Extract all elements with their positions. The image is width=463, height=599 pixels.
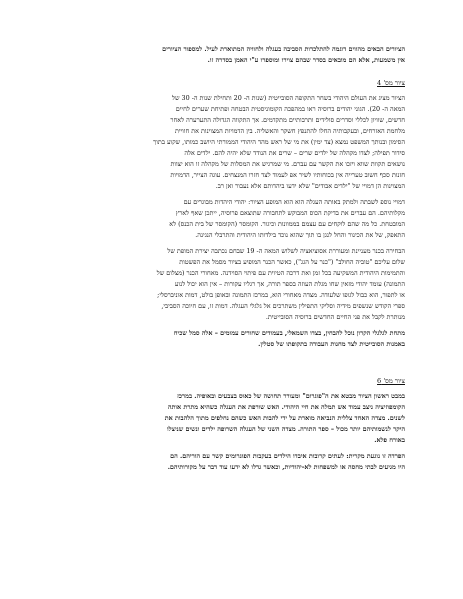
section-heading-6: ציור מס' 6: [377, 377, 405, 385]
text-line: הקומפוזיציה ניצב עמוד אש תמלה את חיי היהודי. האש שורפת את העגלה כשהיא מתרת אותה: [167, 403, 405, 411]
section-heading-4: ציור מס' 4: [377, 79, 405, 87]
text-line: חזנות סכף חשוב טערייה אין בכוחותיו לשיר אפ לעמוד לצד חזרו המנצחים. עוגה הצייר, הדמויות: [170, 171, 405, 179]
text-line: או לתפור, הוא כבול לגופו שלעודה. מצדה מאחורי הוא, במרכז התמונה ובאופן בולט, דמות אוניברסלי;: [157, 291, 405, 299]
text-line: המאה ה- 20). הגוני יהודים ברוסיה ראו במהפכה הקומוניסטית הבטחה ופתיחת שערים לחיים: [175, 105, 405, 113]
text-line: נושאים תקוות שווא ויזכו את הקשר עם עברם. מי שמרגיש את המסלות של מקהלה זו הוא יצוות: [170, 160, 405, 168]
text-line: המובטחת. כל מה שהם לוקחים עם עצמם בממוונות וכיגור. הקומסר (הקומסר של בית הכנס) לא: [169, 220, 405, 228]
text-line: לשנים. מצדה האחד צללית הנביאה מוארת על ידי להבות האש כשהם נחלפים מתוך הלהבות את: [164, 414, 405, 422]
text-line: דמויי נוספ לשבתה ולמתק באותה העגלה הוא הוא המופע הציור: יהודי היהדות מבוגרים עם: [183, 198, 405, 206]
text-line: שלום עליכם "טוביה החולב" ("כנר על הגג"), כאשר הכנר המופיע בציור מסמל את הפשטות: [179, 258, 405, 266]
text-line: מנותרת לקבל את פני החיים החדשים ברוסיה הסובייטית.: [265, 313, 405, 321]
text-line: באמנות הסובייטית לצד מחנות העבודה בתקופתו של סטלין.: [258, 340, 405, 348]
text-line: מתחת לגלגלי הקרון נוכל להבחין, בצדו השמאלי, בעמודים שחורים עמומים – אלה סמל שכיח: [173, 329, 405, 337]
text-line: הציורים הבאים מהווים דוגמה להתלכדות הסביבה בעגלה ולחוויה המתוארת לעיל. למספור הציורים: [162, 45, 405, 53]
text-line: הפרדה זו נוגעת מקרית: לעתים קרובות איבדו הילדים בעקבות הפוגרומים קשר עם הוריהם. הם: [170, 452, 405, 460]
section4-paragraph-4: [58, 328, 405, 350]
text-line: סידור תפילה; לצדו מקהלה של ילדים שרים – שרים את הנודד שלא יהיה להם. ילדים אלה: [184, 149, 405, 157]
section6-paragraph-2: [58, 451, 405, 473]
text-line: אין משמעות, אלא הם מובאים בסדר שבהם צוירו ומוספרו ע"י האמן בסדרה זו.: [207, 56, 405, 64]
text-line: התאפק, של את הכינור והחל לנגן בו תוך שהוא נוכד בילדותו היהודית והתרבלי הנגינה.: [195, 231, 405, 239]
text-line: התמונה) עומד יהודי מזאין שחו מגלת העוזה בספר תורה, אך רגליו עקורות – אין הוא יכול לנוע: [174, 280, 405, 288]
text-line: במבט ראשון הציור מבטא את ה"פוגרום" ומעורר תחושה של כאוס בצבעים ובאופיה. במרכז: [177, 392, 405, 400]
text-line: והתמימות היהודית המשקיעה בכל זמן ואת דרכה הטיוית עם פיתוי הסוידנה. מאחורי הכנר (מצלום של: [156, 269, 405, 277]
text-line: ספרי הקודש שנשפים מידיה וסליקי התפילין משתרכים אל גלגלי העגלה. דמות זו, עם חיוכה הסביבי,: [161, 302, 405, 310]
text-line: באורח פלא.: [374, 436, 405, 444]
text-line: הציור מציג את העולם היהודי בשחר התקופה הסובייטית (שנות ה- 20 ותחילת שנות ה- 30 של: [171, 94, 405, 102]
section4-paragraph-3: [58, 246, 405, 323]
text-line: היו מגיעים לבתי מחסה או למשפחות לא-יהודיות, וכאשר גדלו לא ידעו עוד דבר על מקורותיהם.: [167, 463, 405, 471]
text-line: הסימון ובנותך המשפט נמצא (צד ימין) את מי של ראש מהד היהודי הממורתי היושב כמותו, שקוע בתוך: [153, 138, 405, 146]
text-line: חדשים, שוויון לכללי וסדרים סולידים ותרבותיים מתקדמים. אך התקווה הגדולה התערערה לאחר: [170, 116, 405, 124]
text-line: מלחמת האזרחים, ובעקבותיה החלו להתנפץ חשקר והאשליה. בין הדמויות המצוינות את חוויית: [174, 127, 405, 135]
section6-paragraph-1: [58, 391, 405, 446]
section4-paragraph-2: [58, 197, 405, 241]
intro-paragraph: [58, 44, 405, 66]
section4-paragraph-1: [58, 93, 405, 192]
text-line: המצוינות הן דמויי של "ילדים אבודים" שלא ידעו ביהדותם אלא נעבור ואן רב.: [215, 182, 405, 190]
text-line: הבחירה בכנר מעניינת ומעוררת אסוציאציה לשלוש המאה ה- 19 שבחם נכתבה יצירת המופת של: [167, 247, 405, 255]
text-line: מקלותיהם. הם עברים את בדיקת הכוס המבוקש לתחבורה שתוצאם פרוסיה, ייתכן שאף לארץ: [175, 209, 405, 217]
text-line: היקר לנשמותיהם יותר מכול – ספר התורה. מצדה השני של העגלה השרופה ילדים ונשים שניצלו: [167, 425, 405, 433]
